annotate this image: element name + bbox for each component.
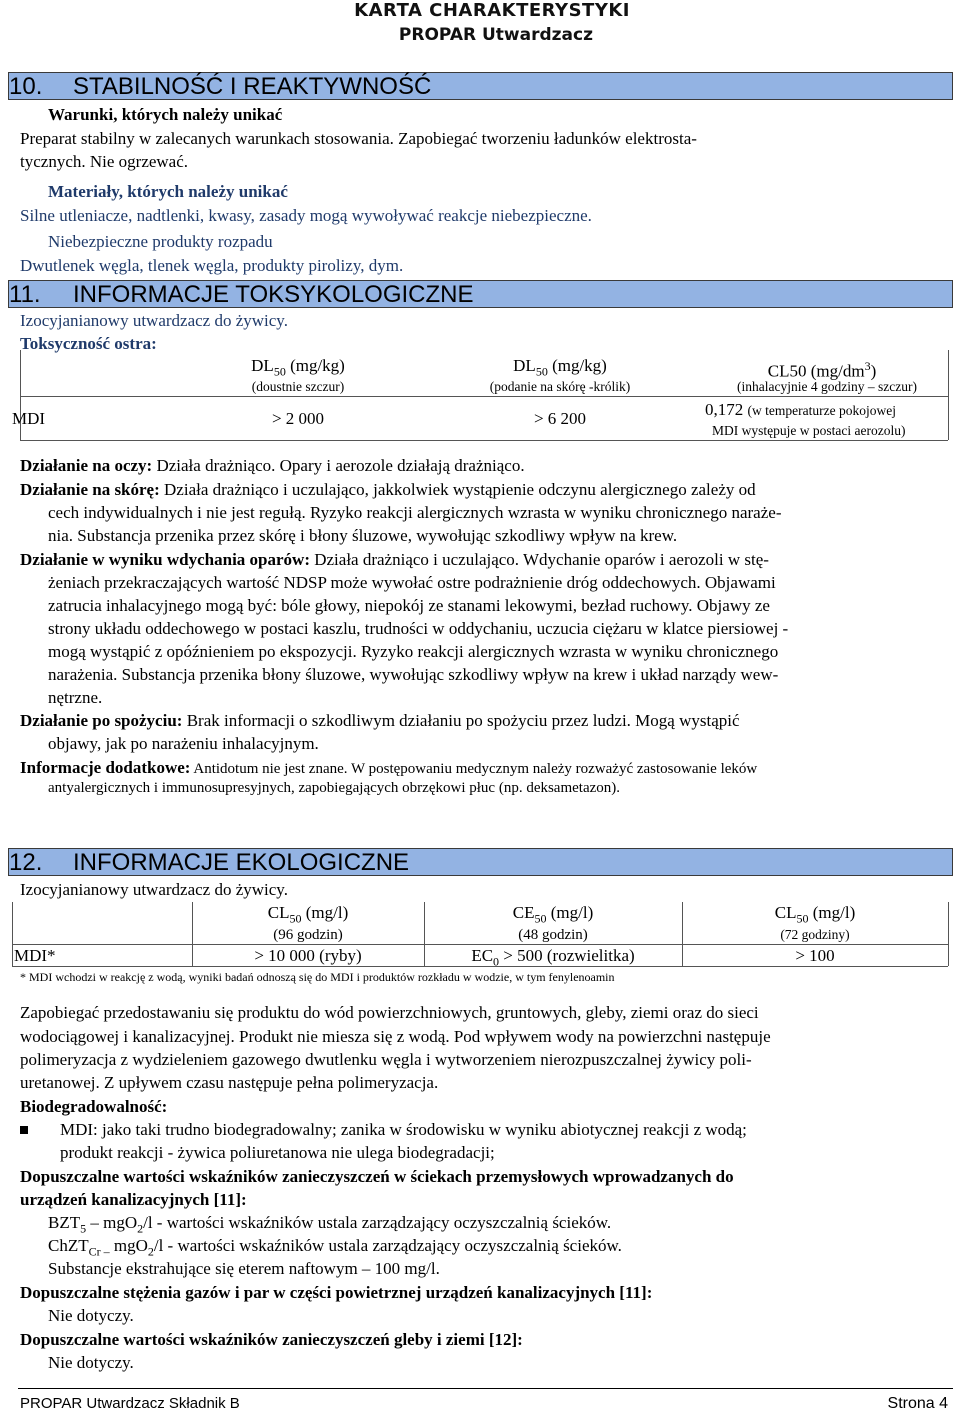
footer-product: PROPAR Utwardzacz Składnik B <box>20 1395 240 1412</box>
section-10-band <box>8 72 953 100</box>
tox-col2-note: (podanie na skórę -królik) <box>489 379 631 394</box>
s11-eyes: Działanie na oczy: Działa drażniąco. Opary i aerozole działają drażniąco. <box>20 456 525 475</box>
section-11-band <box>8 280 953 308</box>
s12-soil-heading: Dopuszczalne wartości wskaźników zanieczyszczeń gleby i ziemi [12]: <box>20 1330 523 1349</box>
s11-acute-label: Toksyczność ostra: <box>20 334 157 353</box>
s11-ing-line2: objawy, jak po narażeniu inhalacyjnym. <box>48 734 319 753</box>
s12-bio-line2: produkt reakcji - żywica poliuretanowa nie ulega biodegradacji; <box>60 1143 495 1162</box>
tox-col2-header: $DL_{50}$ (mg/kg) <box>513 356 607 379</box>
section-12-title: INFORMACJE EKOLOGICZNE <box>73 849 410 876</box>
tox-row-value3-note: MDI występuje w postaci aerozolu) <box>712 423 906 438</box>
eco-col3-note: (72 godziny) <box>780 927 850 942</box>
s12-chzt-line: ChZT$_{Cr -}$ mgO$_2$/l - wartości wskaźników ustala zarządzający oczyszczalnią ścieków. <box>48 1236 622 1259</box>
eco-row-value1: > 10 000 (ryby) <box>254 946 362 965</box>
tox-col1-header: $DL_{50}$ (mg/kg) <box>251 356 345 379</box>
section-11-number: 11. <box>9 281 41 308</box>
s12-bio-line1: MDI: jako taki trudno biodegradowalny; zanika w środowisku w wyniku abiotycznej reakcji z wodą; <box>60 1120 747 1139</box>
s10-materials-heading: Materiały, których należy unikać <box>48 182 288 201</box>
s10-avoid-heading: Warunki, których należy unikać <box>48 105 283 124</box>
s11-add-line1: Informacje dodatkowe: Antidotum nie jest znane. W postępowaniu medycznym należy rozważyć zastosowanie leków <box>20 758 758 777</box>
tox-col3-note: (inhalacyjnie 4 godziny – szczur) <box>737 379 917 394</box>
s10-avoid-line1: Preparat stabilny w zalecanych warunkach stosowania. Zapobiegać tworzeniu ładunków elektrosta- <box>20 129 697 148</box>
section-10-title: STABILNOŚĆ I REAKTYWNOŚĆ <box>73 73 432 100</box>
footer-page-number: Strona 4 <box>887 1395 948 1412</box>
s12-waste-heading2: urządzeń kanalizacyjnych [11]: <box>20 1190 247 1209</box>
s11-inh-line1: Działanie w wyniku wdychania oparów: Działa drażniąco i uczulająco. Wdychanie oparów i aerozoli w stę- <box>20 550 769 569</box>
section-12-band <box>8 848 953 876</box>
s11-skin-line3: nia. Substancja przenika przez skórę i błony śluzowe, wywołując szkodliwy wpływ na krew. <box>48 526 678 545</box>
tox-row-label: MDI <box>12 409 46 428</box>
s12-gas-heading: Dopuszczalne stężenia gazów i par w części powietrznej urządzeń kanalizacyjnych [11]: <box>20 1283 653 1302</box>
s11-intro: Izocyjanianowy utwardzacz do żywicy. <box>20 311 288 330</box>
s12-extract-line: Substancje ekstrahujące się eterem naftowym – 100 mg/l. <box>48 1259 440 1278</box>
s12-p1-line2: wodociągowej i kanalizacyjnej. Produkt nie miesza się z wodą. Pod wpływem wody na powierzchni następuje <box>20 1027 771 1046</box>
eco-col3-header: $CL_{50}$ (mg/l) <box>774 903 856 926</box>
eco-col2-note: (48 godzin) <box>518 927 588 943</box>
bullet-icon <box>20 1126 28 1134</box>
eco-col1-note: (96 godzin) <box>273 927 343 943</box>
tox-row-value2: > 6 200 <box>533 409 587 428</box>
s12-p1-line1: Zapobiegać przedostawaniu się produktu do wód powierzchniowych, gruntowych, gleby, ziemi oraz do sieci <box>20 1003 759 1022</box>
footer-divider <box>18 1388 953 1389</box>
s10-avoid-line2: tycznych. Nie ogrzewać. <box>20 152 189 171</box>
s11-inh-line3: zatrucia inhalacyjnego mogą być: bóle głowy, niepokój ze stanami lekowymi, bezład ruchowy. Objawy ze <box>48 596 770 615</box>
s11-add-line2: antyalergicznych i immunosupresyjnych, zapobiegających obrzękowi płuc (np. deksametazon). <box>48 780 621 796</box>
eco-row-value3: > 100 <box>795 946 835 965</box>
eco-row-value2: $EC_0 > 500$ (rozwielitka) <box>471 946 635 969</box>
s12-bzt-line: $BZT_5 - mgO_2/l$ - wartości wskaźników ustala zarządzający oczyszczalnią ścieków. <box>48 1213 612 1236</box>
s12-gas-text: Nie dotyczy. <box>48 1306 134 1325</box>
section-10-number: 10. <box>9 73 43 100</box>
eco-footnote: * MDI wchodzi w reakcję z wodą, wyniki badań odnoszą się do MDI i produktów rozkładu w wodzie, w tym fenylenoamin <box>20 970 615 984</box>
s12-intro: Izocyjanianowy utwardzacz do żywicy. <box>20 880 288 899</box>
tox-col3-header: CL50 $(mg/dm^3)$ <box>767 359 877 381</box>
eco-col2-header: $CE_{50}$ (mg/l) <box>512 903 594 926</box>
tox-col1-note: (doustnie szczur) <box>251 379 345 394</box>
s10-products-heading: Niebezpieczne produkty rozpadu <box>48 232 273 251</box>
section-12-number: 12. <box>9 849 43 876</box>
eco-row-label: MDI* <box>14 946 56 965</box>
document-header-product: PROPAR Utwardzacz <box>398 25 593 45</box>
tox-row-value3: 0,172 (w temperaturze pokojowej <box>705 400 896 419</box>
s11-inh-line7: nętrzne. <box>48 688 103 707</box>
s12-bio-heading: Biodegradowalność: <box>20 1097 168 1116</box>
s12-p1-line4: uretanowej. Z upływem czasu następuje pełna polimeryzacja. <box>20 1073 439 1092</box>
s11-skin-line2: cech indywidualnych i nie jest regułą. Ryzyko reakcji alergicznych wzrasta w wyniku chronicznego naraże- <box>48 503 782 522</box>
s11-inh-line5: mogą wystąpić z opóźnieniem po ekspozycji. Ryzyko reakcji alergicznych wzrasta w wyniku chronicznego <box>48 642 779 661</box>
s11-inh-line6: narażenia. Substancja przenika błony śluzowe, wywołując szkodliwy wpływ na krew i układ narządy wew- <box>48 665 779 684</box>
s10-materials-text: Silne utleniacze, nadtlenki, kwasy, zasady mogą wywoływać reakcje niebezpieczne. <box>20 206 592 225</box>
s11-inh-line2: żeniach przekraczających wartość NDSP może wywołać ostre podrażnienie dróg oddechowych. Objawami <box>48 573 776 592</box>
document-header-title: KARTA CHARAKTERYSTYKI <box>354 0 630 21</box>
section-11-title: INFORMACJE TOKSYKOLOGICZNE <box>73 281 474 308</box>
s12-p1-line3: polimeryzacja z wydzieleniem gazowego dwutlenku węgla i wytworzeniem nierozpuszczalnej żywicy poli- <box>20 1050 752 1069</box>
eco-col1-header: $CL_{50}$ (mg/l) <box>267 903 349 926</box>
s11-skin-line1: Działanie na skórę: Działa drażniąco i uczulająco, jakkolwiek wystąpienie odczynu alergicznego zależy od <box>20 480 756 499</box>
s11-inh-line4: strony układu oddechowego w postaci kaszlu, trudności w oddychaniu, uczucia ciężaru w klatce piersiowej - <box>48 619 789 638</box>
s12-soil-text: Nie dotyczy. <box>48 1353 134 1372</box>
s10-products-text: Dwutlenek węgla, tlenek węgla, produkty pirolizy, dym. <box>20 256 404 275</box>
tox-row-value1: > 2 000 <box>271 409 325 428</box>
s12-waste-heading1: Dopuszczalne wartości wskaźników zanieczyszczeń w ściekach przemysłowych wprowadzanych do <box>20 1167 734 1186</box>
s11-ing-line1: Działanie po spożyciu: Brak informacji o szkodliwym działaniu po spożyciu przez ludzi. Mogą wystąpić <box>20 711 740 730</box>
